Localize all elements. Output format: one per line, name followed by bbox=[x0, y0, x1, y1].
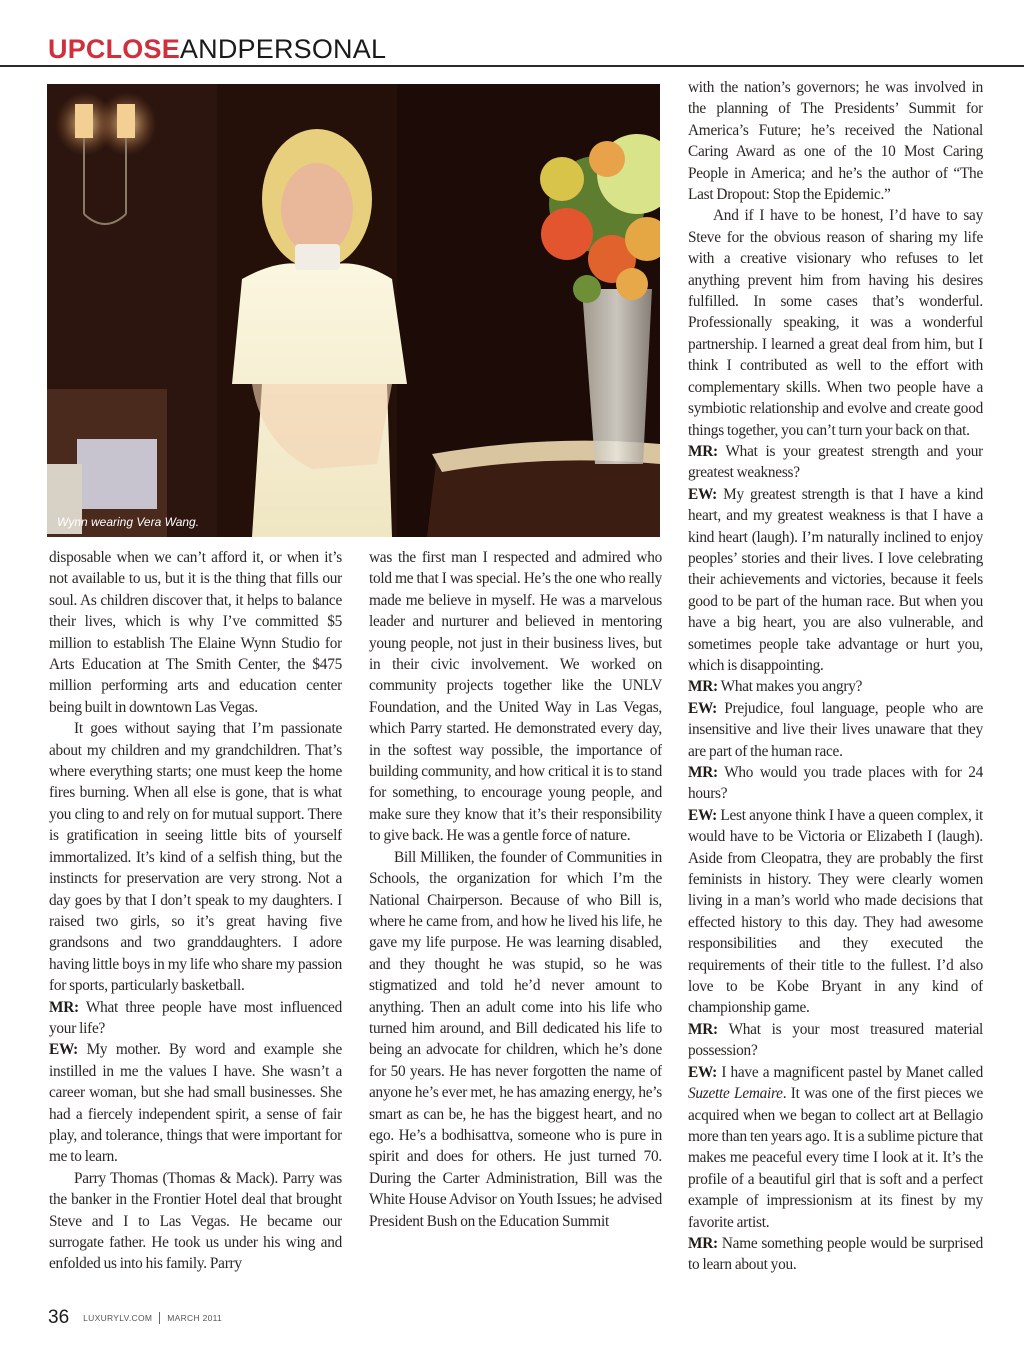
section-header-upclose: UPCLOSE bbox=[48, 34, 180, 64]
question-text: What makes you angry? bbox=[720, 678, 863, 696]
page-footer bbox=[48, 1306, 222, 1330]
speaker-label: MR: bbox=[688, 1234, 718, 1252]
header-rule bbox=[0, 65, 1024, 67]
speaker-label: MR: bbox=[688, 1020, 718, 1038]
section-header bbox=[48, 34, 386, 64]
question-text: Who would you trade places with for 24 hours? bbox=[688, 764, 983, 803]
answer bbox=[688, 698, 983, 762]
article-column-3 bbox=[688, 77, 983, 1295]
answer-text: My mother. By word and example she instilled in me the values I have. She wasn’t a career woman, but she had small businesses. She had a fiercely independent spirit, a sense of fair play, and tolerance, things that were important for me to learn. bbox=[49, 1041, 342, 1166]
answer-text: My greatest strength is that I have a kind heart, and my greatest weakness is that I have a kind heart (laugh). I’m naturally inclined to enjoy peoples’ stories and their lives. I love celebrating their achievements and victories, because it feels good to be part of the human race. But when you have a big heart, you are also vulnerable, and sometimes people take advantage or hurt you, which is disappointing. bbox=[688, 485, 983, 674]
paragraph: Parry Thomas (Thomas & Mack). Parry was the banker in the Frontier Hotel deal that brought Steve and I to Las Vegas. He became our surrogate father. He took us under his wing and enfolded us into his family. Parry bbox=[49, 1169, 342, 1273]
issue-date: MARCH 2011 bbox=[167, 1313, 223, 1323]
paragraph: It goes without saying that I’m passionate about my children and my grandchildren. That’s where everything starts; one must keep the home fires burning. When all else is gone, that is what you cling to and rely on for mutual support. There is gratification in seeing little bits of yourself immortalized. It’s kind of a selfish thing, but the instincts for preservation are very strong. Not a day goes by that I don’t speak to my daughters. I raised two girls, so it’s great having five grandsons and two granddaughters. I adore having little boys in my life who share my passion for sports, particularly basketball. bbox=[49, 720, 342, 995]
question bbox=[688, 441, 983, 484]
answer bbox=[688, 1062, 983, 1233]
section-header-and: AND bbox=[179, 34, 238, 64]
paragraph: Bill Milliken, the founder of Communities in Schools, the organization for which I’m the National Chairperson. Because of who Bill is, where he came from, and how he lived his life, he gave my life purpose. He was learning disabled, and they thought he was stupid, so he was stigmatized and told he’d never amount to anything. Then an adult come into his life who turned him around, and Bill dedicated his life to being an advocate for children, which he’s done for 50 years. He has never forgotten the name of anyone he’s ever met, he has amazing energy, he’s smart as can be, he has the biggest heart, and no ego. He’s a bodhisattva, someone who is pure in spirit and does for others. He just turned 70. During the Carter Administration, Bill was the White House Advisor on Youth Issues; he advised President Bush on the Education Summit bbox=[369, 848, 662, 1230]
speaker-label: EW: bbox=[688, 1063, 717, 1081]
paragraph: disposable when we can’t afford it, or when it’s not available to us, but it is the thing that fills our soul. As children discover that, it helps to balance their lives, which is why I’ve committed $5 million to establish The Elaine Wynn Studio for Arts Education at The Smith Center, the $475 million performing arts and education center being built in downtown Las Vegas. bbox=[49, 549, 342, 716]
speaker-label: EW: bbox=[49, 1041, 78, 1059]
answer bbox=[49, 1039, 342, 1167]
artwork-title: Suzette Lemaire bbox=[688, 1085, 783, 1103]
speaker-label: MR: bbox=[688, 764, 718, 781]
answer bbox=[688, 484, 983, 677]
question bbox=[688, 1233, 983, 1276]
question bbox=[688, 762, 983, 805]
question-text: What three people have most influenced your life? bbox=[49, 998, 342, 1037]
question-text: Name something people would be surprised to learn about you. bbox=[688, 1234, 983, 1274]
footer-divider bbox=[159, 1312, 160, 1324]
answer-text: I have a magnificent pastel by Manet called bbox=[721, 1063, 983, 1081]
speaker-label: MR: bbox=[688, 678, 718, 696]
photo-caption: Wynn wearing Vera Wang. bbox=[57, 515, 200, 529]
paragraph: with the nation’s governors; he was involved in the planning of The Presidents’ Summit for America’s Future; he’s received the National Caring Award as one of the 10 Most Caring People in America; and he’s the author of “The Last Dropout: Stop the Epidemic.” bbox=[688, 79, 983, 204]
speaker-label: EW: bbox=[688, 806, 717, 824]
page-number: 36 bbox=[48, 1307, 70, 1328]
speaker-label: MR: bbox=[688, 442, 718, 460]
answer-text: . It was one of the first pieces we acquired when we began to collect art at Bellagio more than ten years ago. It is a sublime picture that makes me peaceful every time I look at it. It’s the profile of a beautiful girl that is soft and a perfect example of impressionism at its finest by my favorite artist. bbox=[688, 1085, 983, 1231]
paragraph: And if I have to be honest, I’d have to say Steve for the obvious reason of sharing my life with a creative visionary who refuses to let anything prevent him from having his desires fulfilled. In some cases that’s wonderful. Professionally speaking, it was a wonderful partnership. I learned a great deal from him, but I think I contributed as well to the effort with complementary skills. When two people have a symbiotic relationship and evolve and create good things together, you can’t turn your back on that. bbox=[688, 207, 983, 439]
paragraph: was the first man I respected and admired who told me that I was special. He’s the one who really made me believe in myself. He was a marvelous leader and nurturer and believed in mentoring young people, not just in their business lives, but in their civic involvement. We worked on community projects together like the UNLV Foundation, and the United Way in Las Vegas, which Parry started. He demonstrated every day, in the softest way possible, the importance of building community, and how critical it is to stand for something, to encourage young people, and make sure they know that it’s their responsibility to give back. He was a gentle force of nature. bbox=[369, 549, 662, 845]
site-link[interactable]: LUXURYLV.COM bbox=[83, 1313, 153, 1323]
section-header-personal: PERSONAL bbox=[237, 34, 387, 64]
article-column-1 bbox=[49, 547, 342, 1295]
question-text: What is your most treasured material possession? bbox=[688, 1020, 983, 1060]
question bbox=[49, 997, 342, 1040]
question-text: What is your greatest strength and your greatest weakness? bbox=[688, 442, 983, 482]
answer-text: Lest anyone think I have a queen complex, it would have to be Victoria or Elizabeth I (laugh). Aside from Cleopatra, they are probably the first feminists in history. They were clearly women living in a man’s world who made decisions that effected history to this day. They had awesome responsibilities and they executed the requirements of their title to the fullest. I’d also love to be Kobe Bryant in any kind of championship game. bbox=[688, 806, 983, 1017]
speaker-label: MR: bbox=[49, 998, 79, 1016]
answer bbox=[688, 805, 983, 1019]
speaker-label: EW: bbox=[688, 485, 717, 503]
photo-illustration bbox=[47, 84, 660, 537]
speaker-label: EW: bbox=[688, 699, 717, 717]
question bbox=[688, 1019, 983, 1062]
question bbox=[688, 676, 983, 697]
answer-text: Prejudice, foul language, people who are insensitive and live their lives unaware that they are part of the human race. bbox=[688, 699, 983, 760]
article-column-2 bbox=[369, 547, 662, 1295]
portrait-photo bbox=[47, 84, 660, 537]
